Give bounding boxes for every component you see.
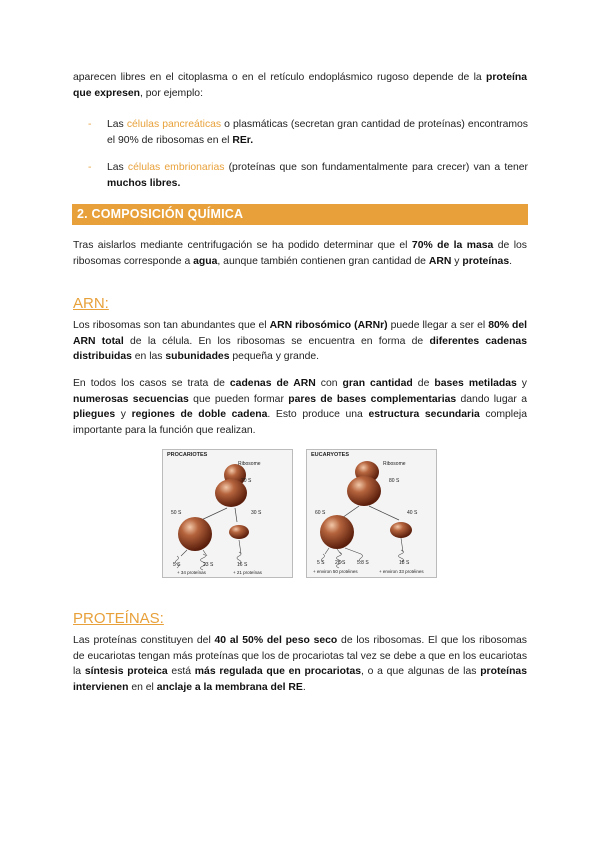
rna-label: 5 S [317,560,325,566]
rna-label: 18 S [399,560,410,566]
rna-label: 5.8 S [357,560,369,566]
eukaryote-ribosome-diagram [307,450,438,579]
protein-count-label: + 34 proteínas [177,570,206,575]
large-subunit-label: 50 S [171,510,182,516]
section-header: 2. COMPOSICIÓN QUÍMICA [72,204,528,225]
small-subunit-label: 30 S [251,510,262,516]
intro-paragraph: aparecen libres en el citoplasma o en el retículo endoplásmico rugoso depende de la proteína que expresen, por ejemplo: [73,72,527,99]
whole-ribosome-label: 70 S [241,478,252,484]
eukaryote-panel [306,449,437,578]
rna-label: 28 S [335,560,346,566]
rna-label: 5 S [173,562,181,568]
eukaryote-title: EUCARYOTES [311,452,349,458]
composition-paragraph: Tras aislarlos mediante centrifugación se ha podido determinar que el 70% de la masa de los ribosomas corresponde a agua, aunque también contienen gran cantidad de ARN y proteínas. [73,240,527,267]
protein-count-label: + environ 50 protéines [313,569,358,574]
proteinas-heading: PROTEÍNAS: [73,610,164,627]
bullet-item: - Las células pancreáticas o plasmáticas (secretan gran cantidad de proteínas) encontramos el 90% de ribosomas en el REr. [88,119,528,146]
prokaryote-panel [162,449,293,578]
bullet-item: - Las células embrionarias (proteínas que son fundamentalmente para crecer) van a tener muchos libres. [88,162,529,189]
ribosome-label: Ribosome [238,461,261,467]
prokaryote-title: PROCARIOTES [167,452,208,458]
arn-paragraph-2: En todos los casos se trata de cadenas de ARN con gran cantidad de bases metiladas y numerosas secuencias que pueden formar pares de bases complementarias dando lugar a pliegues y regiones de doble cadena. Esto produce una estructura secundaria compleja importante para la función que realizan. [73,378,527,436]
dash-bullet-icon: - [88,162,92,173]
ribosome-figure [162,449,437,578]
rna-label: 16 S [237,562,248,568]
rna-label: 23 S [203,562,214,568]
arn-heading: ARN: [73,295,109,312]
large-subunit-label: 60 S [315,510,326,516]
prokaryote-ribosome-diagram [163,450,294,579]
whole-ribosome-label: 80 S [389,478,400,484]
ribosome-label: Ribosome [383,461,406,467]
proteinas-paragraph: Las proteínas constituyen del 40 al 50% del peso seco de los ribosomas. El que los ribosomas de eucariotas tengan más proteínas que los de procariotas tal vez se debe a que en los eucariotas la síntesis proteica está más regulada que en procariotas, o a que algunas de las proteínas intervienen en el anclaje a la membrana del RE. [73,635,528,693]
protein-count-label: + environ 33 protéines [379,569,424,574]
dash-bullet-icon: - [88,119,92,130]
protein-count-label: + 21 proteínas [233,570,262,575]
small-subunit-label: 40 S [407,510,418,516]
arn-paragraph-1: Los ribosomas son tan abundantes que el ARN ribosómico (ARNr) puede llegar a ser el 80% del ARN total de la célula. En los ribosomas se encuentra en forma de diferentes cadenas distribuidas en las subunidades pequeña y grande. [73,320,527,362]
